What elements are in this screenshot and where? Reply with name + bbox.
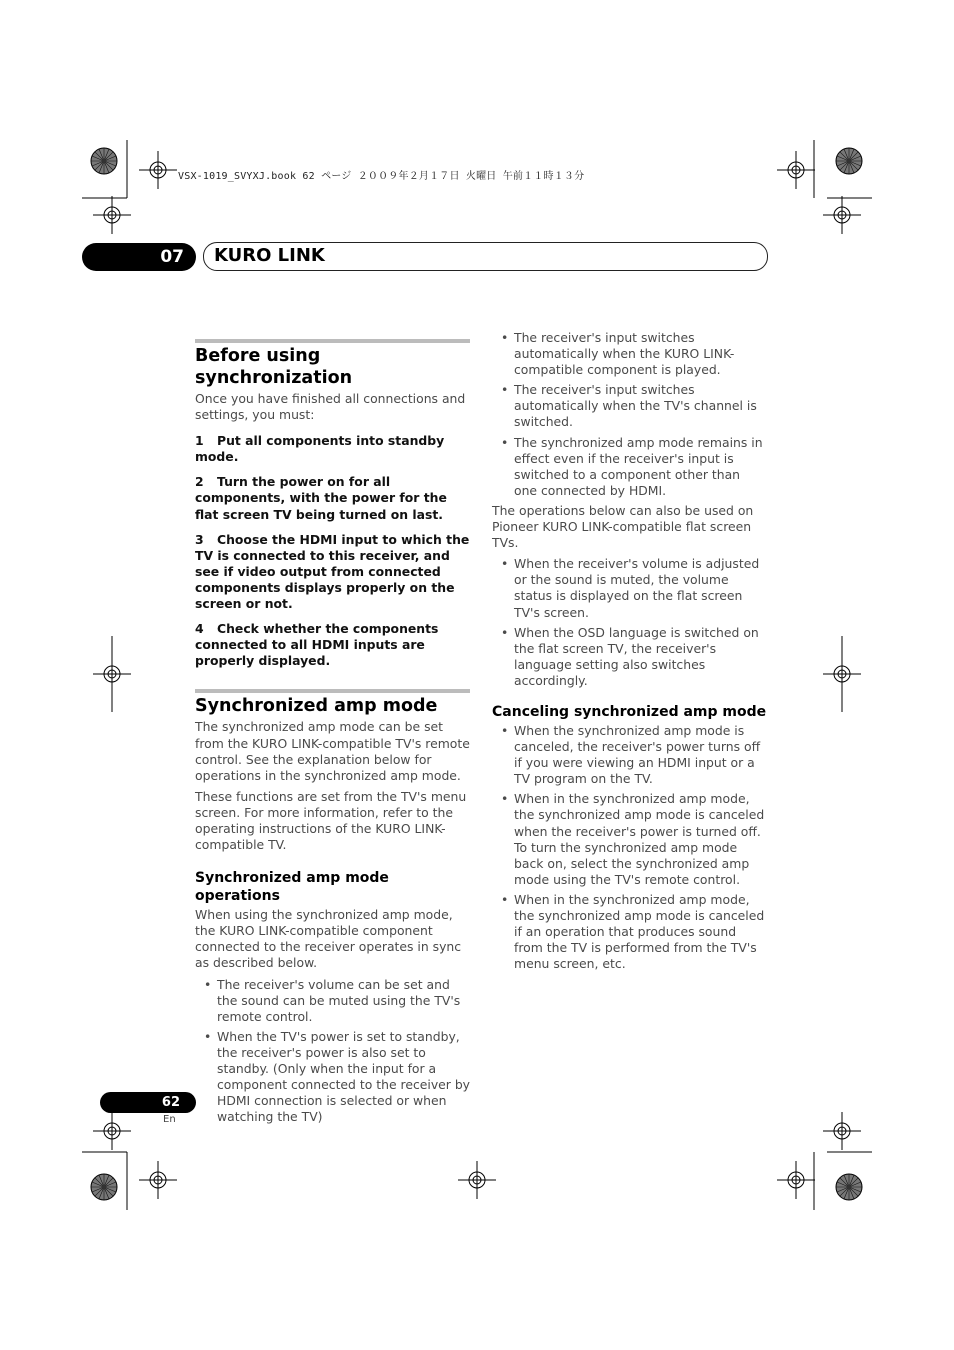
step-text: Choose the HDMI input to which the TV is connected to this receiver, and see if video output from connected components displays properly on the screen or not.	[195, 531, 470, 612]
list-item: • The receiver's volume can be set and the sound can be muted using the TV's remote control.	[195, 977, 470, 1025]
step-text: Check whether the components connected to all HDMI inputs are properly displayed.	[195, 621, 439, 669]
list-item: • When the TV's power is set to standby, the receiver's power is also set to standby. (Only when the input for a component connected to the receiver by HDMI connection is selected or when watching the TV)	[195, 1029, 470, 1126]
sync-amp-heading: Synchronized amp mode	[195, 696, 438, 717]
section-divider	[195, 689, 470, 693]
input-switch-list	[492, 330, 767, 499]
chapter-title: KURO LINK	[203, 242, 768, 271]
step-number: 2	[195, 474, 204, 490]
list-item: • When in the synchronized amp mode, the synchronized amp mode is canceled if an operation that produces sound from the TV is performed from the TV's menu screen, etc.	[492, 892, 767, 972]
sync-ops-intro: When using the synchronized amp mode, the KURO LINK-compatible component connected to the receiver operates in sync as described below.	[195, 907, 462, 971]
print-info: VSX-1019_SVYXJ.book 62 ページ ２００９年２月１７日 火曜日 午前１１時１３分	[178, 171, 585, 182]
step-item	[195, 474, 470, 522]
list-item: • When the synchronized amp mode is canceled, the receiver's power turns off if you were viewing an HDMI input or a TV program on the TV.	[492, 723, 767, 787]
chapter-number: 07	[82, 243, 196, 271]
right-column	[492, 330, 767, 976]
page-language: En	[163, 1114, 176, 1125]
before-sync-heading: Before using synchronization	[195, 346, 353, 388]
list-item: • When the OSD language is switched on the flat screen TV, the receiver's language setting also switches accordingly.	[492, 625, 767, 689]
sync-amp-para: The synchronized amp mode can be set from the KURO LINK-compatible TV's remote control. See the explanation below for operations in the synchronized amp mode.	[195, 719, 470, 783]
step-text: Put all components into standby mode.	[195, 433, 445, 465]
section-divider	[195, 339, 470, 343]
list-item: • The synchronized amp mode remains in effect even if the receiver's input is switched to a component other than one connected by HDMI.	[492, 435, 767, 499]
pioneer-list	[492, 556, 767, 689]
step-text: Turn the power on for all components, with the power for the flat screen TV being turned on last.	[195, 474, 447, 522]
page-number: 62	[100, 1092, 196, 1113]
cancel-heading: Canceling synchronized amp mode	[492, 703, 767, 720]
sync-ops-heading: Synchronized amp mode operations	[195, 870, 389, 905]
left-column	[195, 339, 470, 1129]
list-item: • The receiver's input switches automatically when the TV's channel is switched.	[492, 382, 767, 430]
step-number: 1	[195, 433, 204, 449]
cancel-list	[492, 723, 767, 972]
list-item: • When in the synchronized amp mode, the synchronized amp mode is canceled when the receiver's power is turned off. To turn the synchronized amp mode back on, select the synchronized amp mode using the TV's remote control.	[492, 791, 767, 888]
step-number: 4	[195, 621, 204, 637]
step-item	[195, 433, 470, 465]
step-number: 3	[195, 531, 204, 547]
before-sync-intro: Once you have finished all connections and settings, you must:	[195, 391, 466, 423]
sync-amp-para: These functions are set from the TV's menu screen. For more information, refer to the operating instructions of the KURO LINK-compatible TV.	[195, 788, 467, 853]
list-item: • When the receiver's volume is adjusted or the sound is muted, the volume status is displayed on the flat screen TV's screen.	[492, 556, 767, 620]
step-item	[195, 621, 470, 669]
list-item: • The receiver's input switches automatically when the KURO LINK-compatible component is played.	[492, 330, 767, 378]
sync-ops-list	[195, 977, 470, 1126]
pioneer-para: The operations below can also be used on Pioneer KURO LINK-compatible flat screen TVs.	[492, 502, 754, 551]
step-item	[195, 532, 470, 612]
